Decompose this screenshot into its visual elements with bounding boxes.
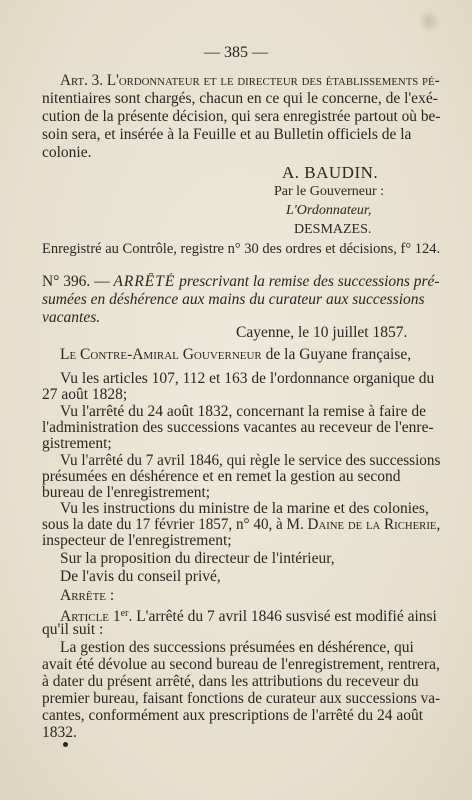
vu1-line-1: Vu les articles 107, 112 et 163 de l'ordonnance organique du — [60, 370, 435, 387]
article1-text: . L'arrêté du 7 avril 1846 susvisé est modifié ainsi — [128, 608, 437, 625]
decree-heading-rest: prescrivant la remise des successions pré- — [179, 273, 440, 290]
article3-line-1: Art. 3. L'ordonnateur et le directeur des établissements pé- — [60, 72, 440, 89]
article1-line-1 — [60, 605, 437, 626]
gestion-line-1: La gestion des successions présumées en déshérence, qui — [60, 639, 414, 656]
arrete-label: Arrête : — [60, 587, 115, 604]
registration-note: Enregistré au Contrôle, registre n° 30 des ordres et décisions, f° 124. — [42, 241, 441, 257]
article3-line-5: colonie. — [42, 144, 92, 161]
decree-heading-line-3: vacantes. — [42, 309, 101, 326]
article3-line-2: nitentiaires sont chargés, chacun en ce qui le concerne, de l'exé- — [42, 90, 438, 107]
vu2-line-3: gistrement; — [42, 435, 112, 452]
place-date: Cayenne, le 10 juillet 1857. — [236, 324, 408, 341]
article1-label: Article 1 — [60, 608, 121, 625]
ink-dot — [63, 742, 68, 747]
issuer-rest: de la Guyane française, — [265, 346, 412, 363]
issuer-title: Le Contre-Amiral Gouverneur — [60, 346, 262, 363]
article1-line-2: qu'il suit : — [42, 621, 104, 638]
vu1-line-2: 27 août 1828; — [42, 386, 128, 403]
avis-conseil: De l'avis du conseil privé, — [60, 568, 221, 585]
decree-number: N° 396. — — [42, 273, 110, 290]
vu2-line-1: Vu l'arrêté du 24 août 1832, concernant la remise à faire de — [60, 403, 426, 420]
vu4-date-ref: sous la date du 17 février 1857, n° 40, à M. — [42, 516, 304, 533]
vu2-line-2: l'administration des successions vacantes au receveur de l'enre- — [42, 419, 434, 436]
gestion-line-2: avait été dévolue au second bureau de l'enregistrement, rentrera, — [42, 656, 440, 673]
gestion-line-6: 1832. — [42, 724, 77, 741]
decree-heading-word: ARRÊTÉ — [113, 273, 176, 290]
vu3-line-1: Vu l'arrêté du 7 avril 1846, qui règle le service des successions — [60, 452, 441, 469]
vu4-line-1: Vu les instructions du ministre de la marine et des colonies, — [60, 500, 429, 517]
gestion-line-4: premier bureau, faisant fonctions de curateur aux successions va- — [42, 690, 441, 707]
ordonnateur-title: L'Ordonnateur, — [286, 203, 372, 218]
vu4-line-3: inspecteur de l'enregistrement; — [42, 532, 232, 549]
article1-sup: er — [120, 608, 129, 619]
paper-stain — [418, 10, 440, 32]
ordonnateur-name: DESMAZES. — [294, 222, 372, 237]
article3-line-4: soin sera, et insérée à la Feuille et au Bulletin officiels de la — [42, 126, 412, 143]
article3-line-3: cution de la présente décision, qui sera enregistrée partout où be- — [42, 108, 441, 125]
issuer-line — [60, 346, 411, 364]
signature-baudin: A. BAUDIN. — [282, 163, 379, 182]
vu4-person-name: Daine de la Richerie, — [307, 516, 441, 533]
sur-proposition: Sur la proposition du directeur de l'intérieur, — [60, 550, 335, 567]
vu3-line-3: bureau de l'enregistrement; — [42, 484, 211, 501]
gestion-line-5: cantes, conformément aux prescriptions de l'arrêté du 24 août — [42, 707, 424, 724]
vu3-line-2: présumées en déshérence et en remet la gestion au second — [42, 468, 401, 485]
page-number: — 385 — — [204, 44, 268, 61]
decree-heading-line-2: sumées en déshérence aux mains du curateur aux successions — [42, 291, 425, 308]
decree-heading-line-1 — [42, 273, 440, 291]
gestion-line-3: à dater du présent arrêté, dans les attributions du receveur du — [42, 673, 419, 690]
par-le-gouverneur: Par le Gouverneur : — [274, 184, 385, 199]
